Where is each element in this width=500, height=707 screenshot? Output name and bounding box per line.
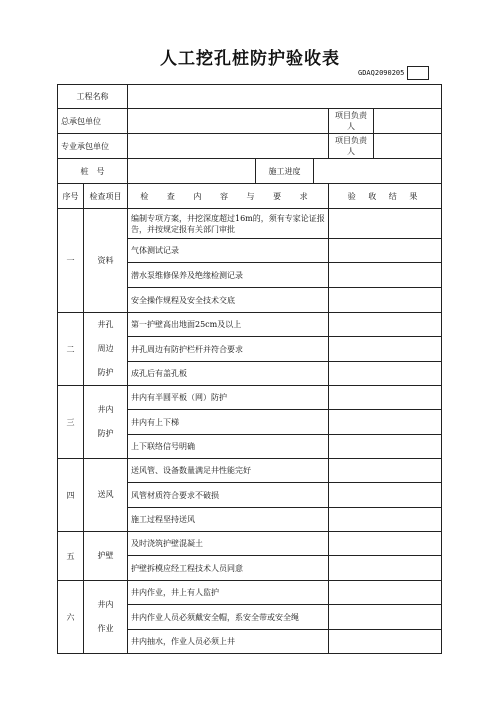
check-row	[58, 386, 442, 410]
check-row	[58, 209, 442, 239]
check-content: 送风管、设备数量满足井性能完好	[128, 459, 329, 483]
section-item	[84, 581, 128, 654]
pile-no-value[interactable]	[128, 159, 256, 184]
project-name-row	[58, 85, 442, 109]
check-content: 上下联络信号明确	[128, 435, 329, 459]
specialty-contractor-row	[58, 134, 442, 159]
check-result-cell[interactable]	[329, 362, 442, 386]
check-result-cell[interactable]	[329, 581, 442, 605]
check-result-cell[interactable]	[329, 239, 442, 263]
project-manager-value-2[interactable]	[374, 134, 442, 159]
section-item-line: 资料	[97, 255, 114, 265]
section-item-line: 井内	[97, 600, 114, 609]
section-seq: 一	[58, 209, 84, 313]
check-row	[58, 581, 442, 605]
check-row	[58, 459, 442, 483]
specialty-contractor-label: 专业承包单位	[58, 134, 128, 159]
check-content: 潜水泵维修保养及绝缘检测记录	[128, 263, 329, 288]
check-result-cell[interactable]	[329, 605, 442, 630]
general-contractor-value[interactable]	[128, 109, 329, 134]
section-item-line: 周边	[97, 344, 114, 353]
section-seq: 五	[58, 532, 84, 581]
check-content: 编制专项方案，井挖深度超过16m的，须有专家论证报告，并按规定报有关部门审批	[128, 209, 329, 239]
check-result-cell[interactable]	[329, 313, 442, 337]
check-content: 施工过程坚持送风	[128, 508, 329, 532]
check-content: 风管材质符合要求不破损	[128, 483, 329, 508]
section-item	[84, 209, 128, 313]
check-content: 护壁拆模应经工程技术人员同意	[128, 556, 329, 581]
section-seq: 二	[58, 313, 84, 386]
check-content: 第一护壁高出地面25cm及以上	[128, 313, 329, 337]
pile-progress-row	[58, 159, 442, 184]
check-content: 成孔后有盖孔板	[128, 362, 329, 386]
check-content: 井内有半圆平板（网）防护	[128, 386, 329, 410]
check-result-cell[interactable]	[329, 459, 442, 483]
acceptance-form-table	[57, 84, 442, 654]
section-item-line: 防护	[97, 368, 114, 377]
check-row	[58, 532, 442, 556]
check-result-cell[interactable]	[329, 483, 442, 508]
section-item-line: 送风	[97, 490, 114, 499]
section-item	[84, 459, 128, 532]
check-content: 气体测试记录	[128, 239, 329, 263]
section-item-line: 护壁	[97, 551, 114, 560]
pile-no-label: 桩 号	[58, 159, 128, 184]
check-content: 井内有上下梯	[128, 410, 329, 435]
col-header-seq: 序号	[58, 184, 84, 209]
specialty-contractor-value[interactable]	[128, 134, 329, 159]
check-result-cell[interactable]	[329, 288, 442, 313]
section-item	[84, 313, 128, 386]
project-name-label: 工程名称	[58, 85, 128, 109]
section-item-line: 井内	[97, 405, 114, 414]
col-header-item: 检查项目	[84, 184, 128, 209]
check-result-cell[interactable]	[329, 263, 442, 288]
section-seq: 六	[58, 581, 84, 654]
section-item	[84, 532, 128, 581]
form-code: GDAQ2090205	[358, 69, 405, 77]
check-result-cell[interactable]	[329, 337, 442, 362]
check-result-cell[interactable]	[329, 556, 442, 581]
form-code-box[interactable]	[407, 66, 429, 80]
section-seq: 四	[58, 459, 84, 532]
progress-value[interactable]	[314, 159, 442, 184]
project-manager-value-1[interactable]	[374, 109, 442, 134]
check-content: 井内作业人员必须戴安全帽，系安全带或安全绳	[128, 605, 329, 630]
check-content: 井内作业，井上有人监护	[128, 581, 329, 605]
check-result-cell[interactable]	[329, 410, 442, 435]
project-name-value[interactable]	[128, 85, 442, 109]
check-result-cell[interactable]	[329, 435, 442, 459]
check-row	[58, 313, 442, 337]
check-result-cell[interactable]	[329, 630, 442, 654]
project-manager-label-2: 项目负责人	[329, 134, 374, 159]
section-item-line: 井孔	[97, 320, 114, 329]
col-header-result: 验 收 结 果	[329, 184, 442, 209]
check-result-cell[interactable]	[329, 209, 442, 239]
section-item-line: 作业	[97, 624, 114, 633]
section-item	[84, 386, 128, 459]
general-contractor-row	[58, 109, 442, 134]
check-result-cell[interactable]	[329, 386, 442, 410]
column-header-row	[58, 184, 442, 209]
col-header-content: 检 查 内 容 与 要 求	[128, 184, 329, 209]
check-content: 井孔周边有防护栏杆并符合要求	[128, 337, 329, 362]
check-result-cell[interactable]	[329, 508, 442, 532]
project-manager-label-1: 项目负责人	[329, 109, 374, 134]
check-content: 及时浇筑护壁混凝土	[128, 532, 329, 556]
check-content: 安全操作规程及安全技术交底	[128, 288, 329, 313]
section-item-line: 防护	[97, 429, 114, 438]
form-title: 人工挖孔桩防护验收表	[160, 49, 340, 69]
form-code-area	[358, 66, 429, 80]
check-result-cell[interactable]	[329, 532, 442, 556]
check-content: 井内抽水，作业人员必须上井	[128, 630, 329, 654]
progress-label: 施工进度	[256, 159, 314, 184]
general-contractor-label: 总承包单位	[58, 109, 128, 134]
section-seq: 三	[58, 386, 84, 459]
